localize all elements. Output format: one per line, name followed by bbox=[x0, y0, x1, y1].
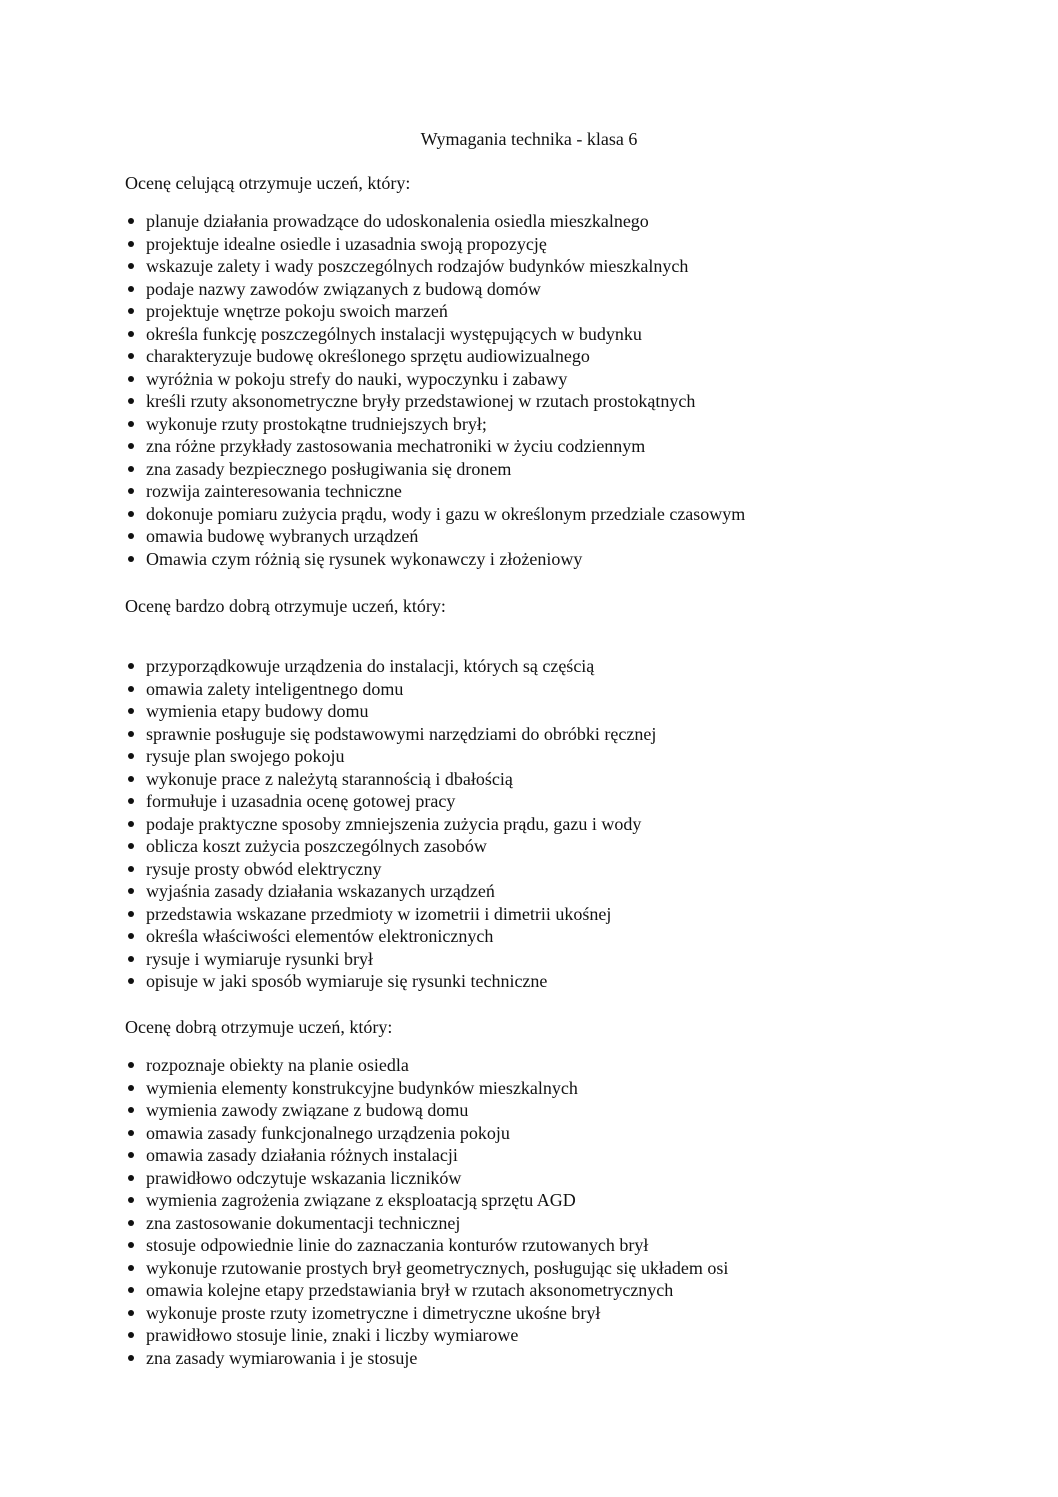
bullet-dot-icon bbox=[128, 1152, 134, 1158]
list-item-text: omawia zasady działania różnych instalacji bbox=[146, 1145, 458, 1165]
bullet-dot-icon bbox=[128, 263, 134, 269]
list-item-text: omawia zalety inteligentnego domu bbox=[146, 678, 404, 699]
bullet-dot-icon bbox=[128, 1355, 134, 1361]
list-item-text: wskazuje zalety i wady poszczególnych rodzajów budynków mieszkalnych bbox=[146, 256, 689, 276]
list-item bbox=[125, 745, 656, 768]
bullet-dot-icon bbox=[128, 443, 134, 449]
list-item-text: rysuje plan swojego pokoju bbox=[146, 746, 345, 766]
bullet-dot-icon bbox=[128, 533, 134, 539]
list-item-text: charakteryzuje budowę określonego sprzętu audiowizualnego bbox=[146, 346, 590, 366]
list-item-text: opisuje w jaki sposób wymiaruje się rysunki techniczne bbox=[146, 971, 548, 991]
bullet-dot-icon bbox=[128, 331, 134, 337]
bullet-dot-icon bbox=[128, 753, 134, 759]
list-item bbox=[125, 790, 656, 813]
bullet-dot-icon bbox=[128, 1062, 134, 1068]
list-item-text: rysuje i wymiaruje rysunki brył bbox=[146, 948, 373, 969]
list-item bbox=[125, 255, 745, 278]
bullet-dot-icon bbox=[128, 866, 134, 872]
list-item-text: stosuje odpowiednie linie do zaznaczania konturów rzutowanych brył bbox=[146, 1235, 649, 1255]
list-item bbox=[125, 525, 745, 548]
list-item-text: określa funkcję poszczególnych instalacji występujących w budynku bbox=[146, 323, 642, 344]
bullet-dot-icon bbox=[128, 978, 134, 984]
list-item-text: sprawnie posługuje się podstawowymi narzędziami do obróbki ręcznej bbox=[146, 723, 657, 744]
list-item-text: kreśli rzuty aksonometryczne bryły przedstawionej w rzutach prostokątnych bbox=[146, 391, 696, 411]
bullet-dot-icon bbox=[128, 1242, 134, 1248]
bullet-dot-icon bbox=[128, 663, 134, 669]
bullet-dot-icon bbox=[128, 708, 134, 714]
list-item-text: rysuje prosty obwód elektryczny bbox=[146, 858, 382, 879]
list-item bbox=[125, 700, 656, 723]
list-item bbox=[125, 345, 745, 368]
list-item-text: formułuje i uzasadnia ocenę gotowej pracy bbox=[146, 791, 456, 811]
bullet-dot-icon bbox=[128, 1265, 134, 1271]
list-item-text: wymienia elementy konstrukcyjne budynków mieszkalnych bbox=[146, 1077, 578, 1098]
bullet-dot-icon bbox=[128, 308, 134, 314]
bullet-dot-icon bbox=[128, 798, 134, 804]
bullet-dot-icon bbox=[128, 821, 134, 827]
bullet-dot-icon bbox=[128, 511, 134, 517]
list-item-text: prawidłowo stosuje linie, znaki i liczby wymiarowe bbox=[146, 1325, 519, 1345]
list-item-text: omawia kolejne etapy przedstawiania brył w rzutach aksonometrycznych bbox=[146, 1280, 674, 1300]
bullet-dot-icon bbox=[128, 911, 134, 917]
list-item bbox=[125, 413, 745, 436]
bullet-dot-icon bbox=[128, 421, 134, 427]
list-item bbox=[125, 390, 745, 413]
list-item bbox=[125, 300, 745, 323]
list-item-text: wykonuje prace z należytą starannością i dbałością bbox=[146, 768, 513, 789]
bullet-dot-icon bbox=[128, 1220, 134, 1226]
list-item-text: wymienia zawody związane z budową domu bbox=[146, 1100, 469, 1120]
list-item bbox=[125, 1122, 728, 1145]
list-item bbox=[125, 458, 745, 481]
section-heading-dobra: Ocenę dobrą otrzymuje uczeń, który: bbox=[125, 1017, 393, 1037]
bullet-dot-icon bbox=[128, 776, 134, 782]
list-item bbox=[125, 880, 656, 903]
bullet-dot-icon bbox=[128, 1175, 134, 1181]
bullet-dot-icon bbox=[128, 686, 134, 692]
list-item-text: rozpoznaje obiekty na planie osiedla bbox=[146, 1055, 409, 1075]
list-item-text: rozwija zainteresowania techniczne bbox=[146, 481, 402, 501]
list-item-text: podaje nazwy zawodów związanych z budową domów bbox=[146, 278, 541, 299]
list-item bbox=[125, 1077, 728, 1100]
list-item-text: wyróżnia w pokoju strefy do nauki, wypoczynku i zabawy bbox=[146, 368, 568, 389]
list-item bbox=[125, 948, 656, 971]
list-item-text: zna zasady bezpiecznego posługiwania się dronem bbox=[146, 458, 512, 479]
bullet-dot-icon bbox=[128, 1107, 134, 1113]
list-item bbox=[125, 233, 745, 256]
bullet-dot-icon bbox=[128, 1332, 134, 1338]
list-item bbox=[125, 210, 745, 233]
bullet-dot-icon bbox=[128, 353, 134, 359]
list-item-text: podaje praktyczne sposoby zmniejszenia zużycia prądu, gazu i wody bbox=[146, 813, 642, 834]
bullet-dot-icon bbox=[128, 731, 134, 737]
list-item bbox=[125, 835, 656, 858]
list-item bbox=[125, 1234, 728, 1257]
list-item-text: określa właściwości elementów elektronicznych bbox=[146, 926, 494, 946]
list-item-text: zna różne przykłady zastosowania mechatroniki w życiu codziennym bbox=[146, 436, 646, 456]
list-item-text: przyporządkowuje urządzenia do instalacji, których są częścią bbox=[146, 656, 595, 676]
list-item bbox=[125, 970, 656, 993]
list-item-text: projektuje wnętrze pokoju swoich marzeń bbox=[146, 301, 448, 321]
list-item bbox=[125, 1167, 728, 1190]
list-item bbox=[125, 1347, 728, 1370]
section-heading-bardzo-dobra: Ocenę bardzo dobrą otrzymuje uczeń, który: bbox=[125, 596, 446, 616]
bullet-list-celujaca bbox=[125, 210, 745, 570]
list-item bbox=[125, 723, 656, 746]
list-item-text: wyjaśnia zasady działania wskazanych urządzeń bbox=[146, 881, 495, 901]
list-item bbox=[125, 1054, 728, 1077]
list-item-text: wykonuje proste rzuty izometryczne i dimetryczne ukośne brył bbox=[146, 1302, 601, 1323]
list-item bbox=[125, 480, 745, 503]
bullet-dot-icon bbox=[128, 398, 134, 404]
bullet-dot-icon bbox=[128, 933, 134, 939]
list-item bbox=[125, 323, 745, 346]
list-item bbox=[125, 1302, 728, 1325]
list-item-text: Omawia czym różnią się rysunek wykonawczy i złożeniowy bbox=[146, 548, 583, 569]
bullet-dot-icon bbox=[128, 1130, 134, 1136]
list-item bbox=[125, 503, 745, 526]
bullet-dot-icon bbox=[128, 556, 134, 562]
list-item bbox=[125, 1257, 728, 1280]
bullet-dot-icon bbox=[128, 888, 134, 894]
section-heading-celujaca: Ocenę celującą otrzymuje uczeń, który: bbox=[125, 173, 411, 193]
list-item-text: zna zasady wymiarowania i je stosuje bbox=[146, 1347, 418, 1368]
bullet-dot-icon bbox=[128, 286, 134, 292]
document-title: Wymagania technika - klasa 6 bbox=[420, 129, 638, 149]
bullet-list-dobra bbox=[125, 1054, 728, 1369]
bullet-dot-icon bbox=[128, 218, 134, 224]
list-item-text: zna zastosowanie dokumentacji technicznej bbox=[146, 1212, 461, 1233]
bullet-dot-icon bbox=[128, 466, 134, 472]
list-item bbox=[125, 903, 656, 926]
list-item-text: wymienia etapy budowy domu bbox=[146, 701, 369, 721]
list-item-text: wymienia zagrożenia związane z eksploatacją sprzętu AGD bbox=[146, 1190, 576, 1210]
list-item-text: omawia zasady funkcjonalnego urządzenia pokoju bbox=[146, 1122, 510, 1143]
list-item bbox=[125, 1099, 728, 1122]
list-item bbox=[125, 813, 656, 836]
list-item bbox=[125, 368, 745, 391]
list-item bbox=[125, 1279, 728, 1302]
bullet-dot-icon bbox=[128, 376, 134, 382]
list-item-text: planuje działania prowadzące do udoskonalenia osiedla mieszkalnego bbox=[146, 211, 649, 231]
list-item bbox=[125, 1144, 728, 1167]
list-item-text: wykonuje rzuty prostokątne trudniejszych brył; bbox=[146, 413, 487, 434]
list-item-text: oblicza koszt zużycia poszczególnych zasobów bbox=[146, 836, 487, 856]
list-item-text: projektuje idealne osiedle i uzasadnia swoją propozycję bbox=[146, 233, 547, 254]
bullet-dot-icon bbox=[128, 488, 134, 494]
list-item-text: przedstawia wskazane przedmioty w izometrii i dimetrii ukośnej bbox=[146, 903, 612, 924]
bullet-dot-icon bbox=[128, 843, 134, 849]
list-item-text: dokonuje pomiaru zużycia prądu, wody i gazu w określonym przedziale czasowym bbox=[146, 503, 746, 524]
list-item bbox=[125, 655, 656, 678]
list-item bbox=[125, 858, 656, 881]
list-item bbox=[125, 1324, 728, 1347]
list-item bbox=[125, 1189, 728, 1212]
list-item-text: prawidłowo odczytuje wskazania liczników bbox=[146, 1167, 462, 1188]
list-item bbox=[125, 435, 745, 458]
bullet-list-bardzo-dobra bbox=[125, 655, 656, 993]
list-item bbox=[125, 768, 656, 791]
list-item bbox=[125, 925, 656, 948]
bullet-dot-icon bbox=[128, 956, 134, 962]
list-item bbox=[125, 1212, 728, 1235]
bullet-dot-icon bbox=[128, 241, 134, 247]
list-item-text: omawia budowę wybranych urządzeń bbox=[146, 526, 419, 546]
bullet-dot-icon bbox=[128, 1085, 134, 1091]
list-item bbox=[125, 678, 656, 701]
list-item bbox=[125, 278, 745, 301]
list-item-text: wykonuje rzutowanie prostych brył geometrycznych, posługując się układem osi bbox=[146, 1257, 729, 1278]
list-item bbox=[125, 548, 745, 571]
bullet-dot-icon bbox=[128, 1287, 134, 1293]
bullet-dot-icon bbox=[128, 1197, 134, 1203]
bullet-dot-icon bbox=[128, 1310, 134, 1316]
